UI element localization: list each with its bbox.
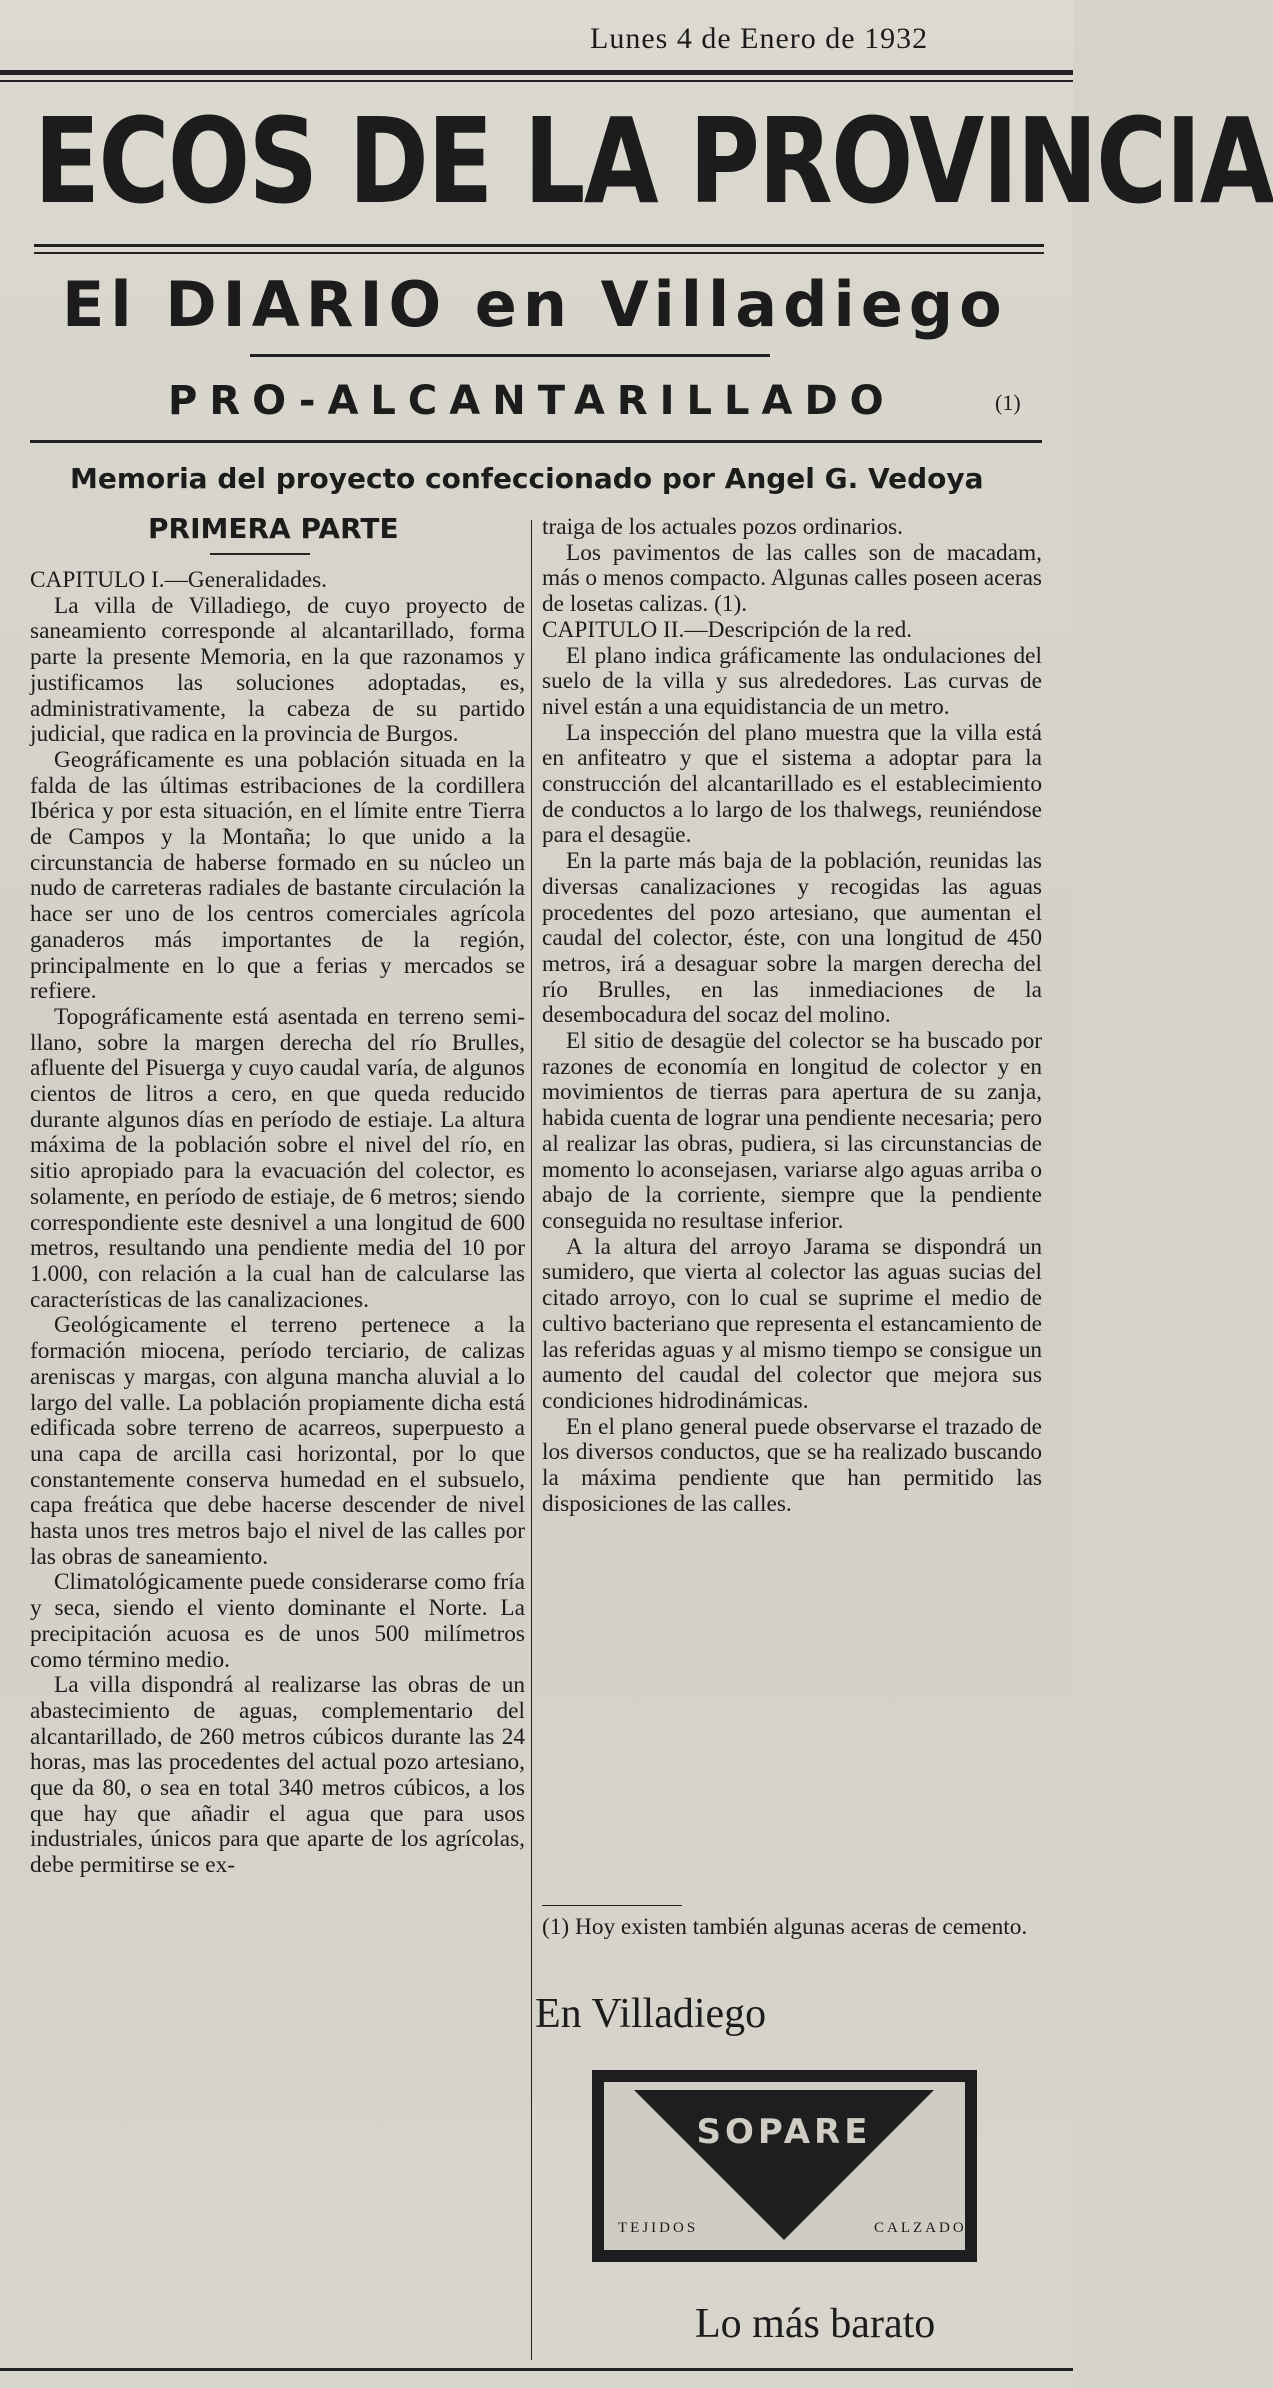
subheading: El DIARIO en Villadiego (62, 268, 1008, 341)
column-divider (531, 520, 532, 2360)
right-column (542, 515, 1042, 1517)
paragraph: En el plano general puede observarse el trazado de los diversos conductos, que se ha realizado buscando la máxima pendiente que han permitido las disposiciones de las calles. (542, 1413, 1042, 1517)
memoria-heading: Memoria del proyecto confeccionado por Angel G. Vedoya (70, 462, 984, 495)
ad-tag-right: CALZADO (874, 2220, 967, 2236)
paragraph: La villa dispondrá al realizarse las obras de un abastecimiento de aguas, complementario del alcantarillado, de 260 metros cúbicos durante las 24 horas, mas las procedentes del actual pozo artesiano, que da 80, o sea en total 340 metros cúbicos, a los que hay que añadir el agua que para usos industriales, únicos para que aparte de los agrícolas, debe permitirse se ex- (30, 1672, 525, 1879)
footnote-rule (542, 1905, 682, 1906)
section-rule (30, 440, 1042, 443)
paragraph: Los pavimentos de las calles son de macadam, más o menos compacto. Algunas calles poseen aceras de losetas calizas. (1). (542, 539, 1042, 618)
subhead-rule (250, 354, 770, 357)
ad-tag-left: TEJIDOS (618, 2220, 699, 2236)
dateline: Lunes 4 de Enero de 1932 (590, 22, 929, 55)
paragraph: Climatológicamente puede considerarse como fría y seca, siendo el viento dominante el Norte. La precipitación acuosa es de unos 500 milímetros como término medio. (30, 1569, 525, 1673)
ad-box (592, 2070, 977, 2262)
left-column (30, 568, 525, 1879)
paragraph: La villa de Villadiego, de cuyo proyecto de saneamiento corresponde al alcantarillado, forma parte la presente Memoria, en la que razonamos y justificamos las soluciones adoptadas, es, administrativamente, la cabeza de su partido judicial, que radica en la provincia de Burgos. (30, 592, 525, 748)
paragraph: Geográficamente es una población situada en la falda de las últimas estribaciones de la cordillera Ibérica y por esta situación, en el límite entre Tierra de Campos y la Montaña; lo que unido a la circunstancia de haberse formado en su núcleo un nudo de carreteras radiales de bastante circulación la hace ser uno de los centros comerciales agrícola ganaderos más importantes de la región, principalmente en lo que a ferias y mercados se refiere. (30, 746, 525, 1005)
part-heading: PRIMERA PARTE (148, 512, 399, 545)
bottom-rule (0, 2368, 1073, 2371)
paragraph: Geológicamente el terreno pertenece a la formación miocena, período terciario, de calizas areniscas y margas, con alguna mancha aluvial a lo largo del valle. La población propiamente dicha está edificada sobre terreno de acarreos, superpuesto a una capa de arcilla casi horizontal, por lo que constantemente conserva humedad en el subsuelo, capa freática que debe hacerse descender de nivel hasta unos tres metros bajo el nivel de las calles por las obras de saneamiento. (30, 1312, 525, 1570)
section-footnote-marker: (1) (995, 390, 1021, 415)
masthead: ECOS DE LA PROVINCIA (34, 92, 1273, 230)
ad-heading: En Villadiego (535, 1991, 767, 2037)
top-rule-thin (0, 80, 1073, 82)
paragraph: Topográficamente está asentada en terreno semi-llano, sobre la margen derecha del río Brulles, afluente del Pisuerga y cuyo caudal varía, de algunos cientos de litros a cero, en que queda reducido durante algunos días en período de estiaje. La altura máxima de la población sobre el nivel del río, en sitio apropiado para la evacuación del colector, es solamente, en período de estiaje, de 6 metros; siendo correspondiente este desnivel a una longitud de 600 metros, resultando una pendiente media del 10 por 1.000, con relación a la cual han de calcularse las características de las canalizaciones. (30, 1003, 525, 1313)
ad-inner-panel (604, 2082, 965, 2250)
paragraph: traiga de los actuales pozos ordinarios. (542, 514, 903, 540)
masthead-rule-2 (34, 252, 1044, 254)
section-title: PRO-ALCANTARILLADO (168, 378, 896, 424)
ad-slogan: Lo más barato (695, 2301, 936, 2347)
chapter-heading-2: CAPITULO II.—Descripción de la red. (542, 616, 913, 643)
chapter-heading-1: CAPITULO I.—Generalidades. (30, 567, 327, 593)
paragraph: La inspección del plano muestra que la villa está en anfiteatro y que el sistema a adoptar para la construcción del alcantarillado es el establecimiento de conductos a lo largo de los thalwegs, reuniéndose para el desagüe. (542, 719, 1042, 849)
paragraph: En la parte más baja de la población, reunidas las diversas canalizaciones y recogidas las aguas procedentes del pozo artesiano, que aumentan el caudal del colector, éste, con una longitud de 450 metros, irá a desaguar sobre la margen derecha del río Brulles, en las inmediaciones de la desembocadura del socaz del molino. (542, 848, 1042, 1029)
masthead-rule (34, 244, 1044, 247)
top-rule (0, 70, 1073, 75)
paragraph: El plano indica gráficamente las ondulaciones del suelo de la villa y sus alrededores. Las curvas de nivel están a una equidistancia de un metro. (542, 642, 1042, 720)
paragraph: A la altura del arroyo Jarama se dispondrá un sumidero, que vierta al colector las aguas sucias del citado arroyo, con lo cual se suprime el medio de cultivo bacteriano que representa el estancamiento de las referidas aguas y al mismo tiempo se consigue un aumento del caudal del colector que mejora sus condiciones hidrodinámicas. (542, 1233, 1042, 1414)
footnote: (1) Hoy existen también algunas aceras de cemento. (542, 1914, 1028, 1940)
paragraph: El sitio de desagüe del colector se ha buscado por razones de economía en longitud de colector y en movimientos de tierras para apertura de su zanja, habida cuenta de lograr una pendiente necesaria; pero al realizar las obras, pudiera, si las circunstancias de momento lo aconsejasen, variarse algo aguas arriba o abajo de la corriente, siempre que la pendiente conseguida no resultase inferior. (542, 1028, 1042, 1234)
part-rule (210, 553, 310, 555)
ad-brand: SOPARE (696, 2112, 872, 2152)
